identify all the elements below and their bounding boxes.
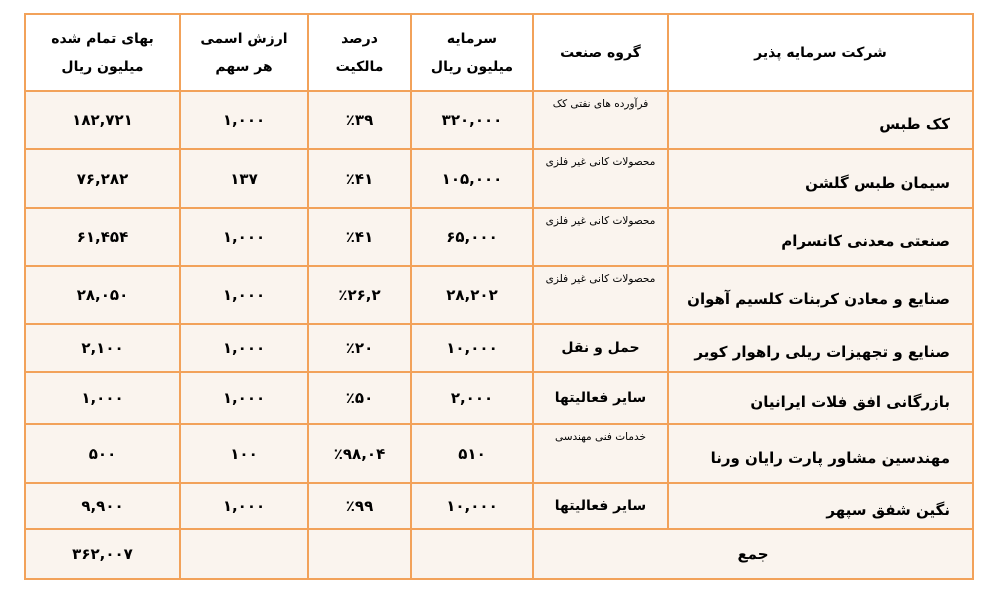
header-capital-line2: میلیون ریال bbox=[430, 58, 514, 75]
cost-cell: ۲۸,۰۵۰ bbox=[25, 266, 180, 324]
capital-cell: ۱۰,۰۰۰ bbox=[411, 483, 533, 529]
ownership-cell: ٪۳۹ bbox=[308, 91, 411, 149]
ownership-cell: ٪۲۶,۲ bbox=[308, 266, 411, 324]
company-cell: صنایع و تجهیزات ریلی راهوار کویر bbox=[668, 324, 973, 372]
par-value-cell: ۱۳۷ bbox=[180, 149, 308, 208]
par-value-cell: ۱,۰۰۰ bbox=[180, 483, 308, 529]
industry-cell: محصولات کانی غیر فلزی bbox=[533, 266, 668, 324]
company-cell: سیمان طبس گلشن bbox=[668, 149, 973, 208]
header-ownership-line2: مالکیت bbox=[335, 58, 384, 75]
ownership-cell: ٪۹۸,۰۴ bbox=[308, 424, 411, 483]
industry-cell: حمل و نقل bbox=[533, 324, 668, 372]
cost-cell: ۱۸۲,۷۲۱ bbox=[25, 91, 180, 149]
industry-cell: خدمات فنی مهندسی bbox=[533, 424, 668, 483]
table-row bbox=[25, 266, 973, 324]
par-value-cell: ۱,۰۰۰ bbox=[180, 91, 308, 149]
par-value-cell: ۱,۰۰۰ bbox=[180, 208, 308, 266]
par-value-cell: ۱۰۰ bbox=[180, 424, 308, 483]
par-value-cell: ۱,۰۰۰ bbox=[180, 266, 308, 324]
cost-cell: ۵۰۰ bbox=[25, 424, 180, 483]
company-cell: بازرگانی افق فلات ایرانیان bbox=[668, 372, 973, 424]
table-row bbox=[25, 424, 973, 483]
industry-cell: محصولات کانی غیر فلزی bbox=[533, 149, 668, 208]
total-par-value-cell bbox=[180, 529, 308, 579]
company-cell: مهندسین مشاور پارت رایان ورنا bbox=[668, 424, 973, 483]
total-ownership-cell bbox=[308, 529, 411, 579]
header-par-value bbox=[180, 14, 308, 91]
total-cost-cell: ۳۶۲,۰۰۷ bbox=[25, 529, 180, 579]
company-cell: صنایع و معادن کربنات کلسیم آهوان bbox=[668, 266, 973, 324]
capital-cell: ۱۰۵,۰۰۰ bbox=[411, 149, 533, 208]
industry-cell: سایر فعالیتها bbox=[533, 483, 668, 529]
cost-cell: ۹,۹۰۰ bbox=[25, 483, 180, 529]
investee-companies-table bbox=[24, 13, 974, 580]
ownership-cell: ٪۹۹ bbox=[308, 483, 411, 529]
company-cell: کک طبس bbox=[668, 91, 973, 149]
header-company: شرکت سرمایه پذیر bbox=[668, 14, 973, 91]
ownership-cell: ٪۴۱ bbox=[308, 149, 411, 208]
header-cost-line1: بهای تمام شده bbox=[51, 30, 154, 47]
cost-cell: ۱,۰۰۰ bbox=[25, 372, 180, 424]
company-cell: صنعتی معدنی کانسرام bbox=[668, 208, 973, 266]
table-row bbox=[25, 372, 973, 424]
ownership-cell: ٪۴۱ bbox=[308, 208, 411, 266]
table-row bbox=[25, 324, 973, 372]
header-capital bbox=[411, 14, 533, 91]
cost-cell: ۲,۱۰۰ bbox=[25, 324, 180, 372]
capital-cell: ۲۸,۲۰۲ bbox=[411, 266, 533, 324]
header-industry: گروه صنعت bbox=[533, 14, 668, 91]
ownership-cell: ٪۵۰ bbox=[308, 372, 411, 424]
table-row bbox=[25, 483, 973, 529]
ownership-cell: ٪۲۰ bbox=[308, 324, 411, 372]
total-label: جمع bbox=[533, 529, 973, 579]
capital-cell: ۱۰,۰۰۰ bbox=[411, 324, 533, 372]
table-row bbox=[25, 149, 973, 208]
header-capital-line1: سرمایه bbox=[446, 30, 498, 47]
header-cost-line2: میلیون ریال bbox=[61, 58, 144, 75]
capital-cell: ۳۲۰,۰۰۰ bbox=[411, 91, 533, 149]
cost-cell: ۷۶,۲۸۲ bbox=[25, 149, 180, 208]
header-par-value-line1: ارزش اسمی bbox=[200, 30, 288, 47]
table-row bbox=[25, 91, 973, 149]
header-par-value-line2: هر سهم bbox=[215, 58, 273, 75]
company-cell: نگین شفق سپهر bbox=[668, 483, 973, 529]
table-row bbox=[25, 208, 973, 266]
total-row bbox=[25, 529, 973, 579]
capital-cell: ۲,۰۰۰ bbox=[411, 372, 533, 424]
capital-cell: ۵۱۰ bbox=[411, 424, 533, 483]
header-ownership bbox=[308, 14, 411, 91]
cost-cell: ۶۱,۴۵۴ bbox=[25, 208, 180, 266]
industry-cell: فرآورده های نفتی کک bbox=[533, 91, 668, 149]
header-ownership-line1: درصد bbox=[341, 30, 378, 47]
header-cost bbox=[25, 14, 180, 91]
total-capital-cell bbox=[411, 529, 533, 579]
par-value-cell: ۱,۰۰۰ bbox=[180, 324, 308, 372]
industry-cell: محصولات کانی غیر فلزی bbox=[533, 208, 668, 266]
industry-cell: سایر فعالیتها bbox=[533, 372, 668, 424]
table-header-row bbox=[25, 14, 973, 91]
par-value-cell: ۱,۰۰۰ bbox=[180, 372, 308, 424]
capital-cell: ۶۵,۰۰۰ bbox=[411, 208, 533, 266]
